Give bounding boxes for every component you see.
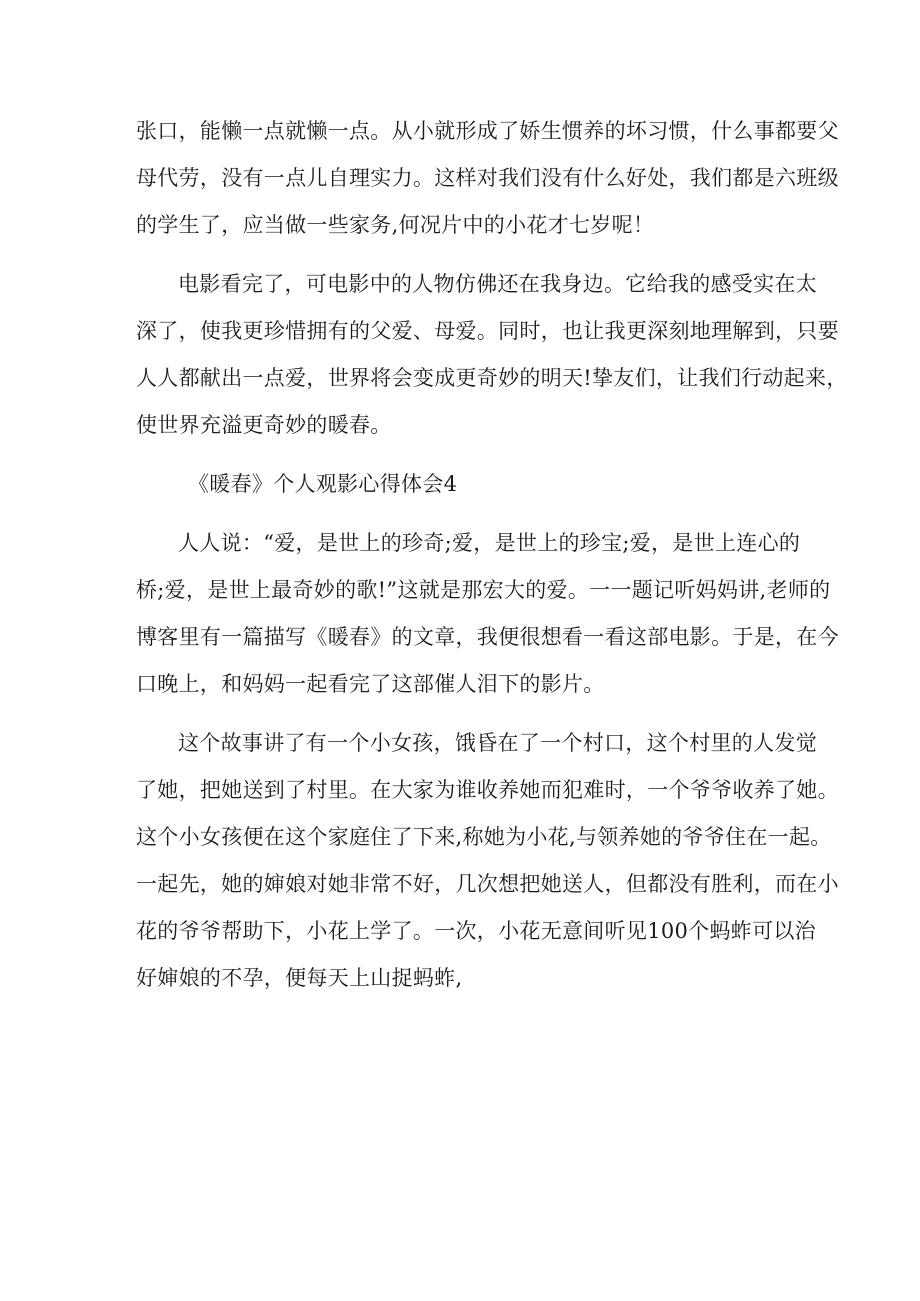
paragraph-line: 博客里有一篇描写《暖春》的文章，我便很想看一看这部电影。于是，在今 — [136, 625, 839, 649]
paragraph-gap — [136, 508, 786, 520]
paragraph-line: 深了，使我更珍惜拥有的父爱、母爱。同时，也让我更深刻地理解到，只要 — [136, 319, 839, 343]
section-heading — [136, 461, 786, 508]
paragraph-line: 了她，把她送到了村里。在大家为谁收养她而犯难时，一个爷爷收养了她。 — [136, 778, 839, 802]
paragraph-line: 人人说：“爱，是世上的珍奇;爱，是世上的珍宝;爱，是世上连心的 — [178, 531, 801, 555]
paragraph-gap — [136, 249, 786, 261]
paragraph-line: 电影看完了，可电影中的人物仿佛还在我身边。它给我的感受实在太 — [178, 272, 817, 296]
paragraph-line: 桥;爱，是世上最奇妙的歌!”这就是那宏大的爱。一一题记听妈妈讲,老师的 — [136, 578, 831, 602]
section-heading-text: 《暖春》个人观影心得体会4 — [188, 472, 458, 496]
paragraph-line: 使世界充溢更奇妙的暖春。 — [136, 413, 392, 437]
paragraph-line: 母代劳，没有一点儿自理实力。这样对我们没有什么好处，我们都是六班级 — [136, 166, 839, 190]
paragraph-line: 人人都献出一点爱，世界将会变成更奇妙的明天!挚友们，让我们行动起来， — [136, 366, 848, 390]
paragraph-line: 花的爷爷帮助下，小花上学了。一次，小花无意间听见100个蚂蚱可以治 — [136, 919, 816, 943]
paragraph-5 — [136, 720, 839, 1002]
paragraph-gap — [136, 449, 786, 461]
document-body — [136, 108, 848, 1002]
paragraph-line: 这个故事讲了有一个小女孩，饿昏在了一个村口，这个村里的人发觉 — [178, 731, 817, 755]
paragraph-1 — [136, 108, 839, 249]
paragraph-line: 这个小女孩便在这个家庭住了下来,称她为小花,与领养她的爷爷住在一起。 — [136, 825, 832, 849]
paragraph-line: 口晚上，和妈妈一起看完了这部催人泪下的影片。 — [136, 672, 605, 696]
paragraph-line: 张口，能懒一点就懒一点。从小就形成了娇生惯养的坏习惯，什么事都要父 — [136, 119, 839, 143]
paragraph-line: 的学生了，应当做一些家务,何况片中的小花才七岁呢！ — [136, 213, 655, 237]
paragraph-line: 好婶娘的不孕，便每天上山捉蚂蚱, — [136, 966, 463, 990]
paragraph-gap — [136, 708, 786, 720]
paragraph-4 — [136, 520, 839, 708]
paragraph-line: 一起先，她的婶娘对她非常不好，几次想把她送人，但都没有胜利，而在小 — [136, 872, 839, 896]
paragraph-2 — [136, 261, 848, 449]
